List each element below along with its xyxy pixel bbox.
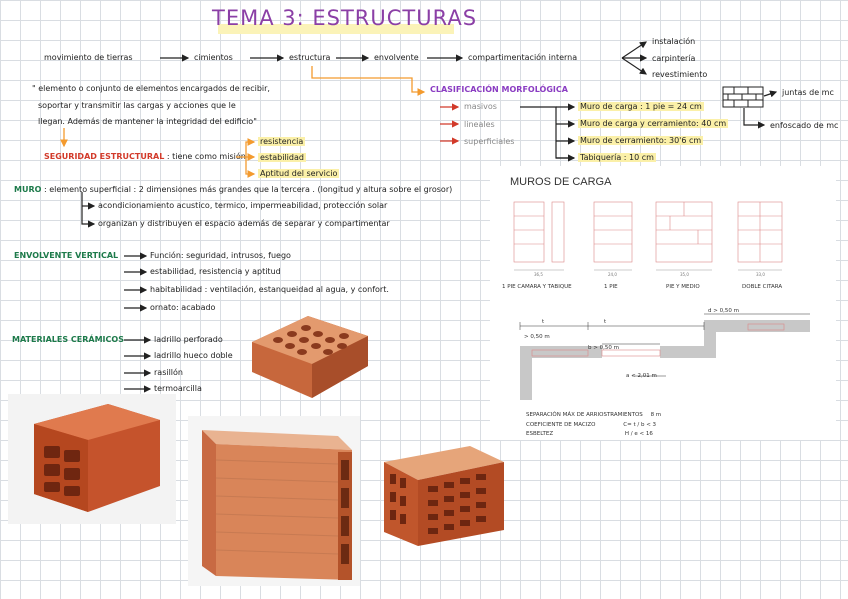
- flow-step-5: compartimentación interna: [468, 53, 578, 62]
- muros-heading: MUROS DE CARGA: [510, 176, 612, 188]
- wall-dim-3: 35,0: [680, 272, 689, 277]
- material-item-4: termoarcilla: [154, 384, 202, 393]
- finish-revestimiento: revestimiento: [652, 70, 708, 79]
- definition-line-3: llegan. Además de mantener la integridad del edificio": [38, 117, 257, 126]
- note-coeficiente: [526, 422, 656, 428]
- note-separacion-key: SEPARACIÓN MÁX DE ARRIOSTRAMIENTOS: [526, 412, 643, 418]
- seguridad-item-1: resistencia: [260, 137, 304, 146]
- clasificacion-item-3: superficiales: [464, 137, 515, 146]
- muro-spec-4: Tabiquería : 10 cm: [580, 153, 654, 162]
- wall-dim-2: 24,0: [608, 272, 617, 277]
- muro-spec-1: Muro de carga : 1 pie = 24 cm: [580, 102, 702, 111]
- flow-step-3: estructura: [289, 53, 331, 62]
- wall-caption-4: DOBLE CITARA: [742, 284, 783, 290]
- seguridad-label: SEGURIDAD ESTRUCTURAL: [44, 152, 165, 161]
- muro-item-1: acondicionamiento acustico, termico, impermeabilidad, protección solar: [98, 201, 388, 210]
- finish-carpinteria: carpintería: [652, 54, 696, 63]
- wall-caption-1: 1 PIE CAMARA Y TABIQUE: [502, 284, 572, 290]
- muro-spec-3: Muro de cerramiento: 30'6 cm: [580, 136, 702, 145]
- flow-step-4: envolvente: [374, 53, 419, 62]
- flow-step-2: cimientos: [194, 53, 233, 62]
- seguridad-text: : tiene como misión: [166, 152, 246, 161]
- note-esbeltez: [526, 431, 653, 437]
- materiales-label: MATERIALES CERÁMICOS: [12, 335, 124, 344]
- note-enfoscado: enfoscado de mc: [770, 121, 839, 130]
- flow-step-1: movimiento de tierras: [44, 53, 133, 62]
- envolvente-item-1: Función: seguridad, intrusos, fuego: [150, 251, 291, 260]
- muro-text: : elemento superficial : 2 dimensiones más grandes que la tercera . (longitud y altura sobre el grosor): [43, 185, 453, 194]
- note-esbeltez-key: ESBELTEZ: [526, 431, 554, 437]
- finish-instalacion: instalación: [652, 37, 696, 46]
- note-coeficiente-key: COEFICIENTE DE MACIZO: [526, 422, 596, 428]
- seguridad-item-3: Aptitud del servicio: [260, 169, 338, 178]
- rasillon-image: [188, 416, 360, 586]
- muro-spec-2: Muro de carga y cerramiento: 40 cm: [580, 119, 727, 128]
- definition-line-1: " elemento o conjunto de elementos encargados de recibir,: [32, 84, 270, 93]
- label-t2: t: [604, 319, 607, 325]
- envolvente-label: ENVOLVENTE VERTICAL: [14, 251, 119, 260]
- wall-caption-2: 1 PIE: [604, 284, 618, 290]
- label-b: b > 0,50 m: [588, 345, 619, 351]
- page-title: TEMA 3: ESTRUCTURAS: [212, 6, 478, 30]
- clasificacion-item-1: masivos: [464, 102, 497, 111]
- clasificacion-item-2: lineales: [464, 120, 495, 129]
- definition-line-2: soportar y transmitir las cargas y acciones que le: [38, 101, 236, 110]
- label-d: d > 0,50 m: [708, 308, 739, 314]
- label-a1: > 0,50 m: [524, 334, 550, 340]
- material-item-3: rasillón: [154, 368, 183, 377]
- wall-dim-1: 36,5: [534, 272, 543, 277]
- muro-item-2: organizan y distribuyen el espacio además de separar y compartimentar: [98, 219, 390, 228]
- note-separacion-value: 8 m: [650, 412, 662, 418]
- material-item-1: ladrillo perforado: [154, 335, 223, 344]
- clasificacion-label: CLASIFICACIÓN MORFOLÓGICA: [430, 85, 568, 94]
- note-separacion: [526, 412, 661, 418]
- label-a2: a < 2,01 m: [626, 373, 657, 379]
- muros-de-carga-panel: [490, 166, 836, 440]
- wall-caption-3: PIE Y MEDIO: [666, 284, 700, 290]
- note-esbeltez-value: H / e < 16: [624, 431, 653, 437]
- envolvente-item-2: estabilidad, resistencia y aptitud: [150, 267, 281, 276]
- envolvente-item-4: ornato: acabado: [150, 303, 216, 312]
- muro-label: MURO: [14, 185, 42, 194]
- termoarcilla-image: [378, 440, 510, 550]
- note-coeficiente-value: C= t / b < 3: [623, 422, 657, 428]
- seguridad-item-2: estabilidad: [260, 153, 304, 162]
- note-juntas: juntas de mc: [782, 88, 834, 97]
- envolvente-item-3: habitabilidad : ventilación, estanqueidad al agua, y confort.: [150, 285, 389, 294]
- perforated-brick-image: [248, 302, 372, 402]
- material-item-2: ladrillo hueco doble: [154, 351, 233, 360]
- wall-types-drawing: [490, 196, 836, 296]
- label-t1: t: [542, 319, 545, 325]
- hollow-brick-image: [8, 394, 176, 524]
- bracing-plan-drawing: [490, 300, 836, 400]
- wall-dim-4: 33,0: [756, 272, 765, 277]
